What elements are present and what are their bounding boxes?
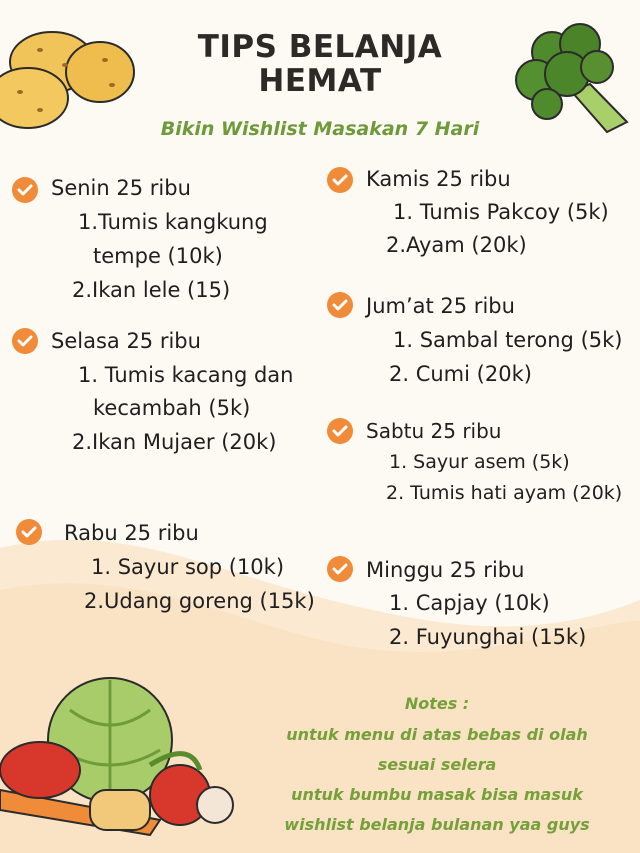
menu-item: 2. Fuyunghai (15k): [389, 625, 587, 649]
menu-item: 1. Capjay (10k): [389, 591, 550, 615]
menu-item: 1.Tumis kangkung: [78, 210, 268, 234]
vegetables-illustration: [0, 670, 250, 853]
day-label-jumat: Jum’at 25 ribu: [366, 294, 515, 318]
check-circle-icon: [12, 328, 38, 354]
menu-item: 2.Ikan lele (15): [72, 278, 231, 302]
check-circle-icon: [327, 418, 353, 444]
menu-item: tempe (10k): [93, 244, 223, 268]
day-label-minggu: Minggu 25 ribu: [366, 558, 525, 582]
page-title-line-1: TIPS BELANJA: [197, 29, 443, 65]
menu-item: 1. Tumis Pakcoy (5k): [393, 200, 609, 224]
notes-line: untuk menu di atas bebas di olah: [286, 725, 588, 744]
day-label-sabtu: Sabtu 25 ribu: [366, 419, 502, 443]
check-circle-icon: [16, 519, 42, 545]
check-circle-icon: [327, 556, 353, 582]
notes-line: wishlist belanja bulanan yaa guys: [284, 815, 590, 834]
menu-item: kecambah (5k): [93, 396, 251, 420]
day-label-kamis: Kamis 25 ribu: [366, 167, 511, 191]
page-title-line-2: HEMAT: [258, 63, 382, 99]
menu-item: 1. Sayur sop (10k): [91, 555, 285, 579]
menu-item: 1. Tumis kacang dan: [78, 363, 294, 387]
day-label-senin: Senin 25 ribu: [51, 176, 191, 200]
menu-item: 1. Sayur asem (5k): [389, 451, 570, 473]
check-circle-icon: [327, 167, 353, 193]
menu-item: 2.Udang goreng (15k): [84, 589, 315, 613]
notes-heading: Notes :: [404, 694, 470, 713]
menu-item: 2.Ayam (20k): [386, 233, 527, 257]
day-label-selasa: Selasa 25 ribu: [51, 329, 201, 353]
notes-line: untuk bumbu masak bisa masuk: [291, 785, 583, 804]
menu-item: 2. Cumi (20k): [389, 362, 532, 386]
check-circle-icon: [327, 292, 353, 318]
page-subtitle: Bikin Wishlist Masakan 7 Hari: [160, 118, 480, 140]
menu-item: 1. Sambal terong (5k): [393, 328, 623, 352]
check-circle-icon: [12, 177, 38, 203]
notes-line: sesuai selera: [377, 755, 497, 774]
menu-item: 2. Tumis hati ayam (20k): [386, 482, 623, 504]
menu-item: 2.Ikan Mujaer (20k): [72, 430, 277, 454]
day-label-rabu: Rabu 25 ribu: [64, 521, 199, 545]
